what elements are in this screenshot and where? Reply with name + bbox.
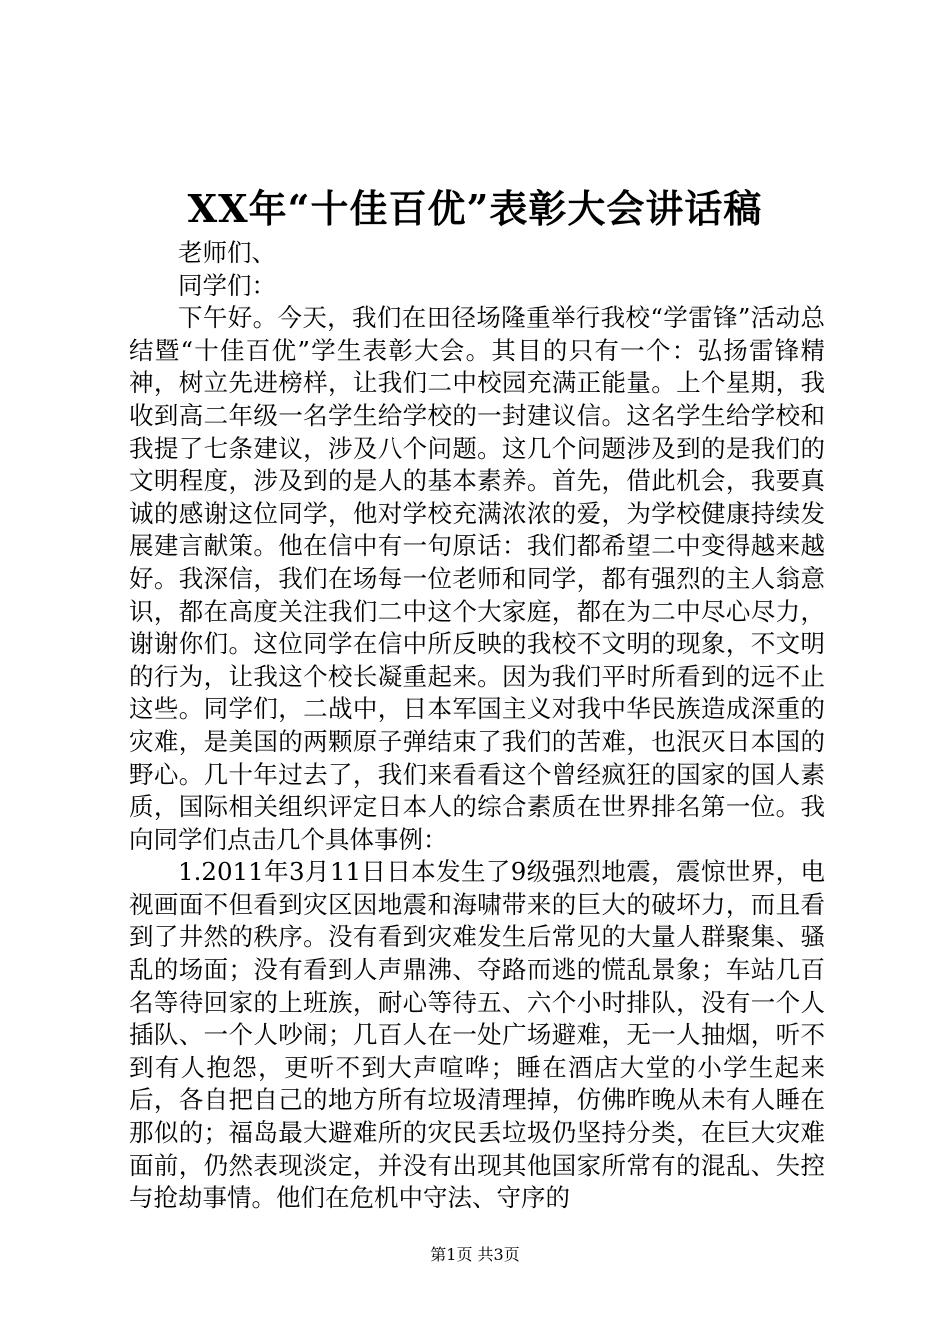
greeting-students: 同学们： — [178, 270, 276, 300]
document-title: XX年“十佳百优”表彰大会讲话稿 — [187, 186, 763, 231]
paragraph-example-1: 1.2011年3月11日日本发生了9级强烈地震，震惊世界，电视画面不但看到灾区因地震和海啸带来的巨大的破坏力，而且看到了井然的秩序。没有看到灾难发生后常见的大量人群聚集、骚乱的场面；没有看到人声鼎沸、夺路而逃的慌乱景象；车站几百名等待回家的上班族，耐心等待五、六个小时排队，没有一个人插队、一个人吵闹；几百人在一处广场避难，无一人抽烟，听不到有人抱怨，更听不到大声喧哗；睡在酒店大堂的小学生起来后，各自把自己的地方所有垃圾清理掉，仿佛昨晚从未有人睡在那似的；福岛最大避难所的灾民丢垃圾仍坚持分类，在巨大灾难面前，仍然表现淡定，并没有出现其他国家所常有的混乱、失控与抢劫事情。他们在危机中守法、守序的 — [129, 857, 825, 1213]
paragraph-opening: 下午好。今天，我们在田径场隆重举行我校“学雷锋”活动总结暨“十佳百优”学生表彰大会。其目的只有一个：弘扬雷锋精神，树立先进榜样，让我们二中校园充满正能量。上个星期，我收到高二年级一名学生给学校的一封建议信。这名学生给学校和我提了七条建议，涉及八个问题。这几个问题涉及到的是我们的文明程度，涉及到的是人的基本素养。首先，借此机会，我要真诚的感谢这位同学，他对学校充满浓浓的爱，为学校健康持续发展建言献策。他在信中有一句原话：我们都希望二中变得越来越好。我深信，我们在场每一位老师和同学，都有强烈的主人翁意识，都在高度关注我们二中这个大家庭，都在为二中尽心尽力，谢谢你们。这位同学在信中所反映的我校不文明的现象，不文明的行为，让我这个校长凝重起来。因为我们平时所看到的远不止这些。同学们，二战中，日本军国主义对我中华民族造成深重的灾难，是美国的两颗原子弹结束了我们的苦难，也泯灭日本国的野心。几十年过去了，我们来看看这个曾经疯狂的国家的国人素质，国际相关组织评定日本人的综合素质在世界排名第一位。我向同学们点击几个具体事例： — [129, 303, 825, 854]
document-body — [129, 237, 825, 1215]
page-footer: 第1页 共3页 — [430, 1245, 520, 1264]
greeting-teachers: 老师们、 — [178, 238, 276, 267]
